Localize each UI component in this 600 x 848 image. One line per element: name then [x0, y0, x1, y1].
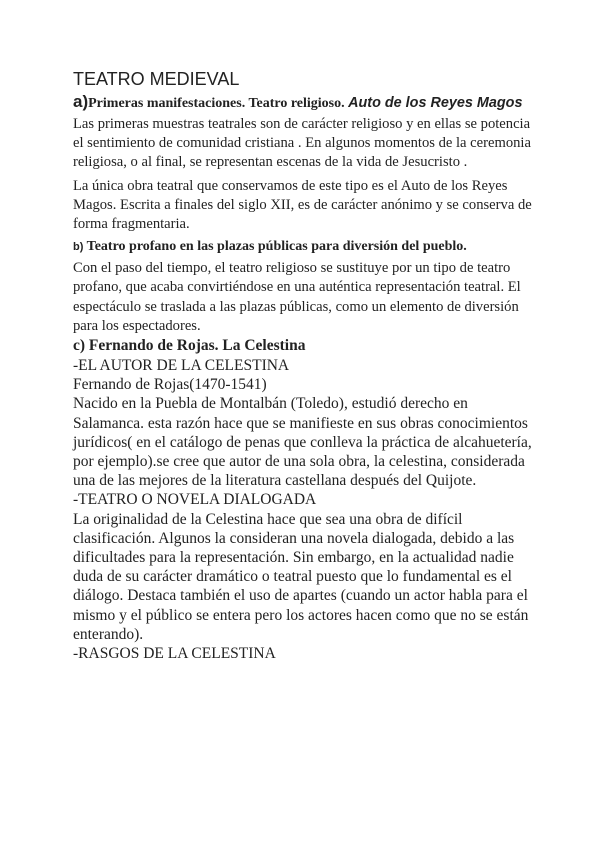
- paragraph-4: Nacido en la Puebla de Montalbán (Toledo), estudió derecho en Salamanca. esta razón hace que se manifieste en sus obras conocimientos jurídicos( en el catálogo de penas que conlleva la práctica de alcahuetería, por ejemplo).se cree que autor de una sola obra, la celestina, considerada una de las mejores de la literatura castellana después del Quijote.: [73, 395, 532, 490]
- subheading-rasgos: -RASGOS DE LA CELESTINA: [73, 645, 276, 663]
- document-page: [73, 68, 533, 663]
- section-a-heading: [73, 92, 533, 114]
- paragraph-1: Las primeras muestras teatrales son de carácter religioso y en ellas se potencia el sentimiento de comunidad cristiana . En algunos momentos de la ceremonia religiosa, o al final, se representan escenas de la vida de Jesucristo .: [73, 116, 531, 171]
- section-c-heading: c) Fernando de Rojas. La Celestina: [73, 337, 306, 355]
- section-b-bold-text: Teatro profano en las plazas públicas para diversión del pueblo.: [83, 239, 467, 255]
- section-b-letter: b): [73, 241, 84, 254]
- paragraph-2: La única obra teatral que conservamos de este tipo es el Auto de los Reyes Magos. Escrita a finales del siglo XII, es de carácter anónimo y se conserva de forma fragmentaria.: [73, 177, 532, 233]
- paragraph-5: La originalidad de la Celestina hace que sea una obra de difícil clasificación. Algunos la consideran una novela dialogada, debido a las dificultades para la representación. Sin embargo, en la actualidad nadie duda de su carácter dramático o teatral puesto que lo fundamental es el diálogo. Destaca también el uso de apartes (cuando un actor habla para el mismo y el público se entera pero los actores hacen como que no se están enterando).: [73, 510, 529, 643]
- section-a-letter: a): [73, 92, 89, 111]
- section-a-bold-text: Primeras manifestaciones. Teatro religioso.: [88, 96, 349, 111]
- document-title: TEATRO MEDIEVAL: [73, 69, 240, 89]
- section-a-italic-text: Auto de los Reyes Magos: [348, 95, 523, 111]
- author-name: Fernando de Rojas(1470-1541): [73, 376, 267, 394]
- subheading-autor: -EL AUTOR DE LA CELESTINA: [73, 357, 290, 375]
- subheading-teatro: -TEATRO O NOVELA DIALOGADA: [73, 491, 317, 509]
- section-b-heading: [73, 237, 533, 257]
- paragraph-3: Con el paso del tiempo, el teatro religioso se sustituye por un tipo de teatro profano, que acaba convirtiéndose en una auténtica representación teatral. El espectáculo se traslada a las plazas públicas, como un elemento de diversión para los espectadores.: [73, 260, 521, 334]
